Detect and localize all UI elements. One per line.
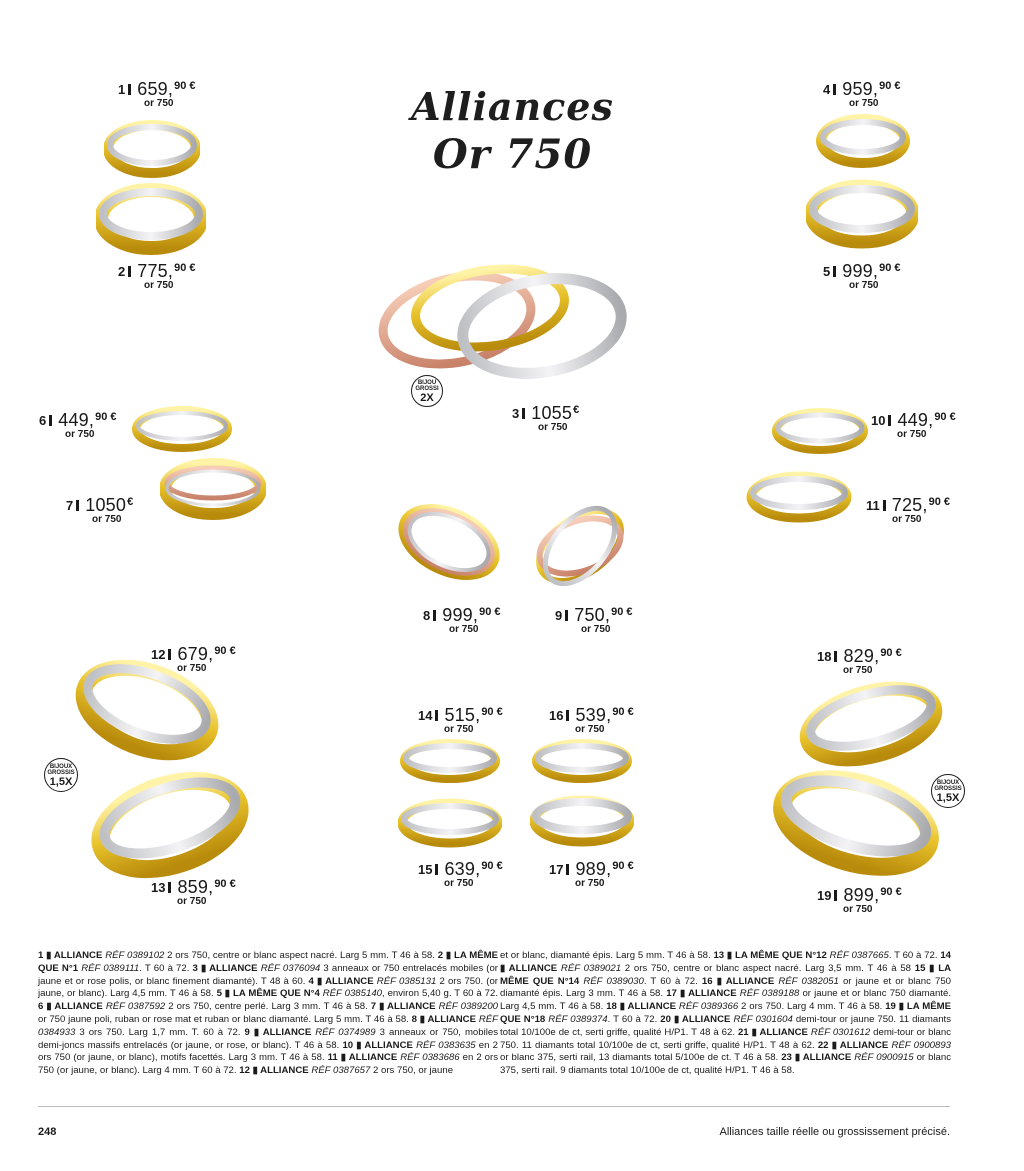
product-description: 21 ▮ ALLIANCE RÉF 0301612 demi-tour or blanc 750. 11 diamants total 10/100e de ct, serti griffe, qualité H/P1. T 48 à 62.: [500, 1026, 952, 1051]
product-description: 16 ▮ ALLIANCE RÉF 0382051 or jaune et or blanc 750 diamanté épis. Larg 3 mm. T 46 à 58.: [500, 975, 951, 1000]
price-label-6: 6 449, 90 € or 750: [39, 410, 117, 440]
magnification-badge-right: BIJOUX GROSSIS 1,5X: [931, 774, 965, 808]
ring-10-image: [772, 407, 868, 455]
ring-9-image: [528, 502, 632, 590]
product-description: 6 ▮ ALLIANCE RÉF 0387592 2 ors 750, centre perlé. Larg 3 mm. T 46 à 58.: [38, 1001, 371, 1013]
ring-17-image: [530, 794, 634, 848]
product-description: 9 ▮ ALLIANCE RÉF 0374989 3 anneaux or 750, mobiles demi-joncs massifs entrelacés (or jaune, or rose, or blanc). T 46 à 58.: [38, 1026, 498, 1051]
product-description: 10 ▮ ALLIANCE RÉF 0383635 en 2 ors 750 (or jaune, or blanc), motifs facettés. Larg 3 mm. T 46 à 58.: [38, 1039, 498, 1064]
price-label-12: 12 679, 90 € or 750: [151, 644, 236, 674]
price-label-14: 14 515, 90 € or 750: [418, 705, 503, 735]
product-description: 12 ▮ ALLIANCE RÉF 0387657 2 ors 750, or jaune: [239, 1065, 454, 1077]
product-description: et or blanc, diamanté épis. Larg 5 mm. T 46 à 58.: [500, 950, 714, 961]
product-description: 22 ▮ ALLIANCE RÉF 0900893 or blanc 375, serti rail, 13 diamants total 5/100e de ct. T 46 à 58.: [500, 1039, 952, 1064]
price-label-5: 5 999, 90 € or 750: [823, 261, 901, 291]
product-description: 20 ▮ ALLIANCE RÉF 0301604 demi-tour or jaune 750. 11 diamants total 10/100e de ct, serti griffe, qualité H/P1. T 48 à 62.: [500, 1013, 952, 1038]
footer-divider: [38, 1106, 950, 1107]
price-label-18: 18 829, 90 € or 750: [817, 646, 902, 676]
price-label-3: 3 1055 € or 750: [512, 403, 580, 433]
price-label-8: 8 999, 90 € or 750: [423, 605, 501, 635]
ring-7-image: [160, 458, 266, 520]
ring-6-image: [132, 405, 232, 453]
product-description: 1 ▮ ALLIANCE RÉF 0389102 2 ors 750, centre or blanc aspect nacré. Larg 5 mm. T 46 à 58.: [38, 950, 438, 961]
price-label-11: 11 725, 90 € or 750: [866, 495, 951, 525]
ring-15-image: [398, 798, 502, 848]
description-column-left: [38, 950, 498, 1078]
product-description: 5 ▮ LA MÊME QUE N°4 RÉF 0385140, environ 5,40 g. T 60 à 72.: [216, 988, 498, 1000]
title-line-2: Or 750: [432, 131, 593, 178]
product-description: 4 ▮ ALLIANCE RÉF 0385131 2 ors 750. (or jaune, or blanc). Larg 4,5 mm. T 46 à 58.: [38, 975, 498, 1000]
product-description: 8 ▮ ALLIANCE RÉF 0384933 3 ors 750. Larg 1,7 mm. T. 60 à 72.: [38, 1013, 498, 1038]
product-description: 7 ▮ ALLIANCE RÉF 0389200 or 750 jaune poli, ruban or rose mat et ruban or blanc diamanté. Larg 5 mm. T 46 à 58.: [38, 1001, 498, 1025]
page-title: [405, 84, 620, 180]
ring-4-image: [816, 113, 910, 169]
product-description: 14 ▮ ALLIANCE RÉF 0389021 2 ors 750, centre or blanc aspect nacré. Larg 3,5 mm. T 46 à 58: [500, 950, 951, 974]
magnification-badge-2x: BIJOU GROSSI 2X: [411, 375, 443, 407]
price-label-9: 9 750, 90 € or 750: [555, 605, 633, 635]
product-description: 11 ▮ ALLIANCE RÉF 0383686 en 2 ors 750 (or jaune, or blanc). Larg 4 mm. T 60 à 72.: [38, 1052, 498, 1077]
ring-14-image: [400, 738, 500, 784]
magnification-badge-left: BIJOUX GROSSIS 1,5X: [44, 758, 78, 792]
product-description: 23 ▮ ALLIANCE RÉF 0900915 or blanc 375, serti rail. 9 diamants total 10/100e de ct, qualité H/P1. T 46 à 58.: [500, 1052, 952, 1077]
ring-2-image: [96, 180, 206, 258]
product-description: 18 ▮ ALLIANCE RÉF 0389366 2 ors 750. Larg 4 mm. T 46 à 58.: [606, 1001, 886, 1013]
price-label-4: 4 959, 90 € or 750: [823, 79, 901, 109]
ring-19-image: [772, 766, 940, 880]
price-label-16: 16 539, 90 € or 750: [549, 705, 634, 735]
ring-16-image: [532, 738, 632, 784]
price-label-17: 17 989, 90 € or 750: [549, 859, 634, 889]
product-description: 3 ▮ ALLIANCE RÉF 0376094 3 anneaux or 750 entrelacés mobiles (or jaune et or rose polis, or blanc finement diamanté). T 48 à 60.: [38, 962, 498, 987]
ring-3-image: [372, 258, 634, 398]
price-label-1: 1 659, 90 € or 750: [118, 79, 196, 109]
footer-note: Alliances taille réelle ou grossissement précisé.: [719, 1126, 950, 1138]
product-description: 13 ▮ LA MÊME QUE N°12 RÉF 0387665. T 60 à 72.: [713, 950, 941, 961]
product-description: 19 ▮ LA MÊME QUE N°18 RÉF 0389374. T 60 à 72.: [500, 1001, 951, 1025]
price-label-10: 10 449, 90 € or 750: [871, 410, 956, 440]
ring-18-image: [798, 676, 944, 772]
ring-5-image: [806, 178, 918, 250]
product-description: 2 ▮ LA MÊME QUE N°1 RÉF 0389111. T 60 à 72.: [38, 950, 498, 974]
ring-11-image: [746, 470, 852, 524]
ring-8-image: [394, 496, 504, 588]
ring-1-image: [104, 118, 200, 180]
description-column-right: [500, 950, 951, 1078]
price-label-15: 15 639, 90 € or 750: [418, 859, 503, 889]
ring-13-image: [90, 770, 250, 880]
product-description: 17 ▮ ALLIANCE RÉF 0389188 or jaune et or blanc 750 diamanté. Larg 4,5 mm. T 46 à 58.: [500, 988, 952, 1013]
price-label-2: 2 775, 90 € or 750: [118, 261, 196, 291]
product-description: 15 ▮ LA MÊME QUE N°14 RÉF 0389030. T 60 à 72.: [500, 962, 951, 987]
title-line-1: Alliances: [411, 84, 614, 129]
price-label-19: 19 899, 90 € or 750: [817, 885, 902, 915]
price-label-7: 7 1050 € or 750: [66, 495, 134, 525]
page-number: 248: [38, 1126, 57, 1138]
price-label-13: 13 859, 90 € or 750: [151, 877, 236, 907]
